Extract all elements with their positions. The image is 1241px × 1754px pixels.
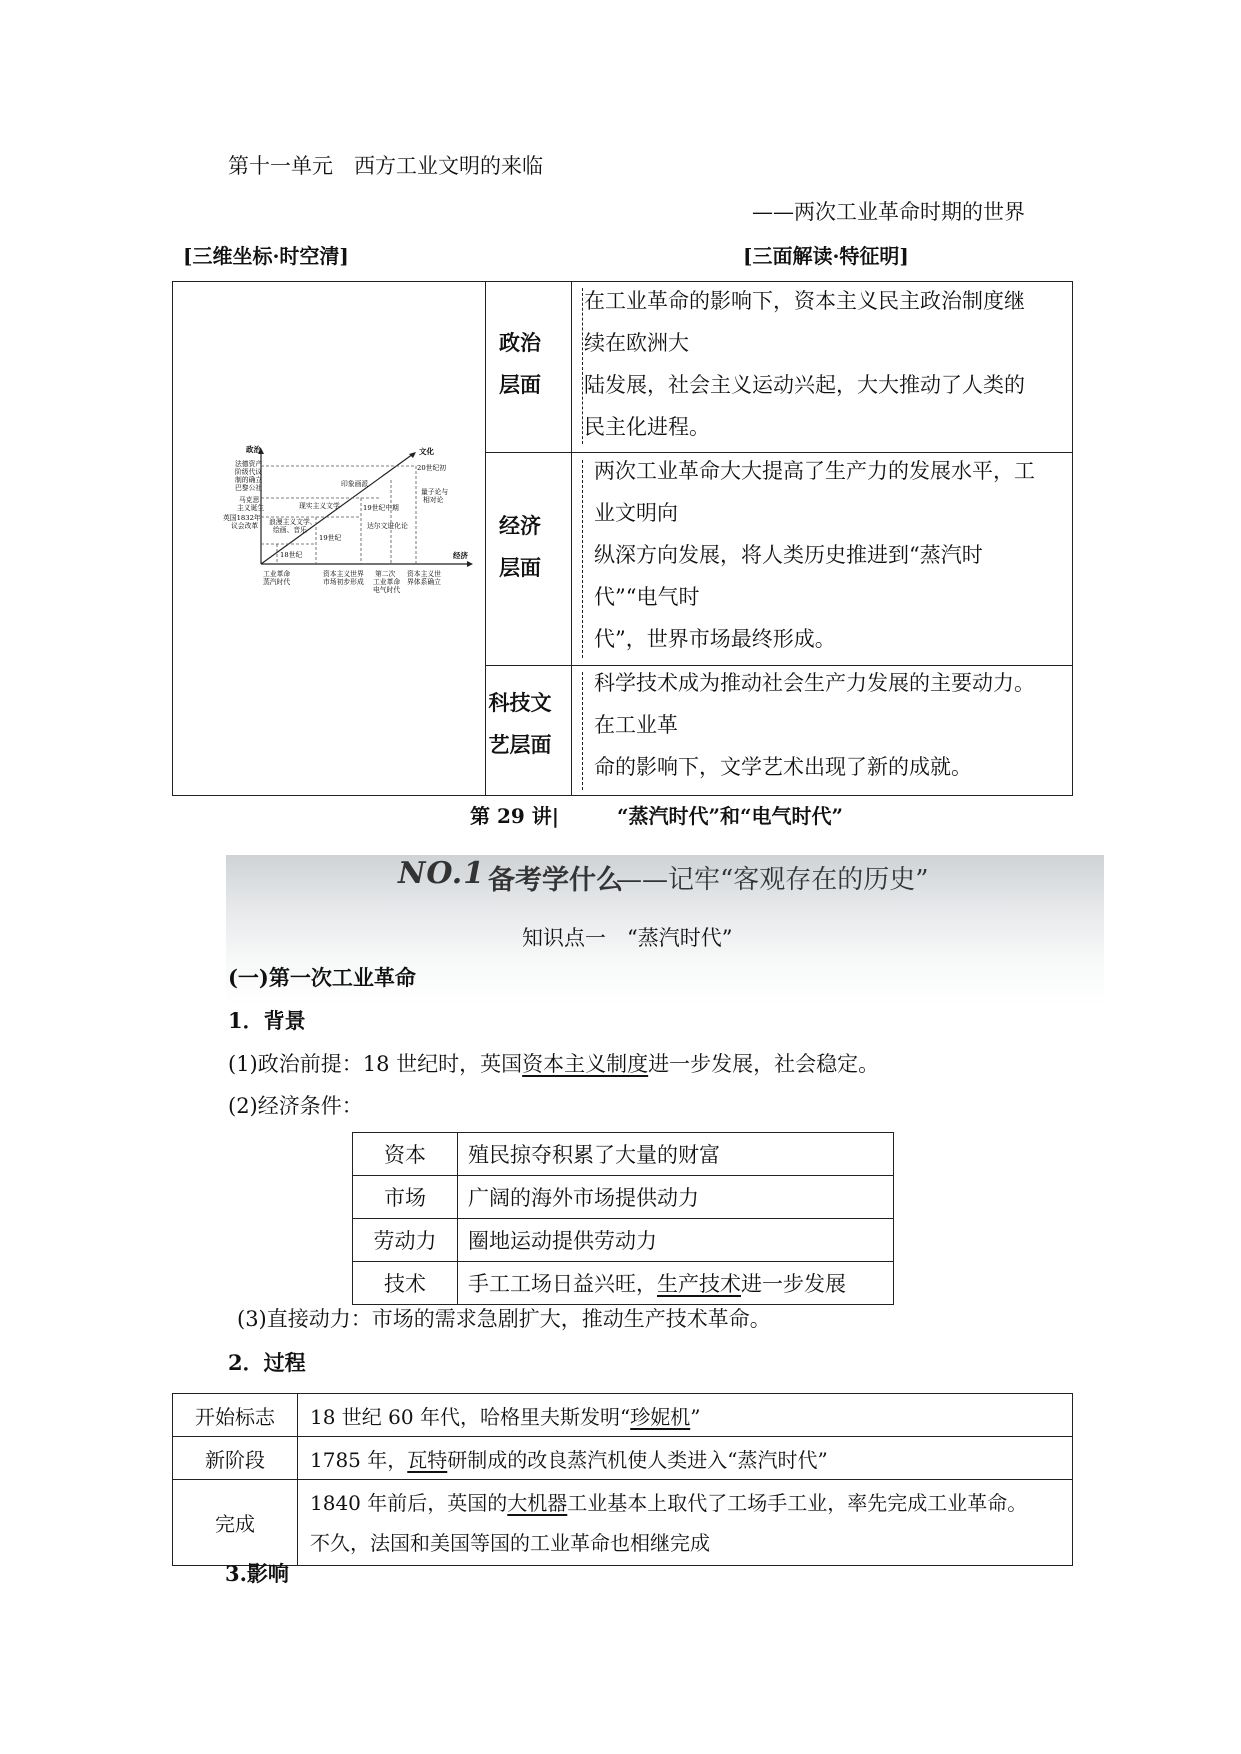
layer-text: 科学技术成为推动社会生产力发展的主要动力。: [594, 671, 1035, 695]
diagram-impressionism: 印象画派: [341, 480, 369, 488]
layer-text: 民主化进程。: [584, 415, 710, 439]
table-row: 技术 手工工场日益兴旺，生产技术进一步发展: [353, 1262, 894, 1305]
knowledge-point-title: 知识点一 “蒸汽时代”: [522, 926, 733, 950]
subsection-heading: 3.影响: [225, 1561, 289, 1586]
table-row: 新阶段 1785 年，瓦特研制成的改良蒸汽机使人类进入“蒸汽时代”: [173, 1437, 1073, 1480]
diagram-left-label: 巴黎公社: [235, 484, 263, 492]
lecture-number: 第 29 讲|: [470, 804, 560, 828]
diagram-realism: 现实主义文学: [299, 502, 340, 510]
lecture-title: “蒸汽时代”和“电气时代”: [617, 804, 844, 828]
layer-text: 纵深方向发展，将人类历史推进到“蒸汽时: [594, 543, 983, 567]
diagram-axis-x: 经济: [453, 551, 468, 560]
diagram-c19: 19世纪: [319, 534, 342, 542]
layer-text: 续在欧洲大: [584, 331, 689, 355]
diagram-quantum: 量子论与: [421, 488, 449, 496]
table-row: 资本 殖民掠夺积累了大量的财富: [353, 1133, 894, 1176]
diagram-quantum: 相对论: [423, 496, 444, 504]
diagram-bottom-label: 工业革命: [263, 570, 291, 578]
diagram-c19mid: 19世纪中期: [363, 504, 399, 512]
diagram-left-label: 制的确立: [235, 476, 263, 484]
diagram-bottom-label: 资本主义世界: [323, 570, 364, 578]
layer-category: 科技文: [488, 690, 552, 715]
layer-text: 命的影响下，文学艺术出现了新的成就。: [594, 755, 972, 779]
diagram-romanticism: 浪漫主义文学、: [269, 518, 317, 526]
banner-number: NO.1: [398, 856, 486, 891]
layer-text: 业文明向: [594, 501, 678, 525]
diagram-axis-y: 政治: [246, 445, 261, 454]
subsection-heading: 1．背景: [228, 1008, 306, 1033]
diagram-culture: 文化: [419, 447, 434, 456]
diagram-left-label: 法德资产: [235, 460, 263, 468]
background-direct-motive: (3)直接动力：市场的需求急剧扩大，推动生产技术革命。: [237, 1307, 771, 1331]
diagram-bottom-label: 蒸汽时代: [263, 578, 291, 586]
unit-subtitle: ——两次工业革命时期的世界: [752, 200, 1025, 224]
banner-subtitle: ——记牢“客观存在的历史”: [616, 865, 929, 895]
section-label-left: [三维坐标·时空清]: [183, 244, 349, 268]
layer-text: 两次工业革命大大提高了生产力的发展水平，工: [594, 459, 1035, 483]
diagram-c20: 20世纪初: [417, 464, 447, 472]
layer-text: 在工业革命的影响下，资本主义民主政治制度继: [584, 289, 1025, 313]
banner-main-title: 备考学什么: [488, 865, 623, 896]
diagram-c18: 18世纪: [280, 551, 303, 559]
diagram-bottom-label: 电气时代: [373, 586, 401, 594]
diagram-bottom-label: 界体系确立: [407, 578, 441, 586]
diagram-left-label: 马克思: [239, 496, 260, 504]
diagram-left-label: 阶级代议: [235, 468, 263, 476]
section-label-right: [三面解读·特征明]: [743, 244, 909, 268]
background-economic-heading: (2)经济条件：: [228, 1094, 363, 1118]
diagram-bottom-label: 第二次: [375, 570, 396, 578]
process-table: [172, 1393, 1073, 1566]
diagram-bottom-label: 市场初步形成: [323, 578, 364, 586]
economic-conditions-table: [352, 1132, 894, 1305]
unit-title: 第十一单元 西方工业文明的来临: [228, 154, 543, 178]
layer-text: 代”“电气时: [594, 585, 700, 609]
layer-category: 层面: [499, 372, 541, 397]
diagram-left-label: 主义诞生: [237, 504, 265, 512]
diagram-darwin: 达尔文进化论: [367, 522, 408, 530]
subsection-heading: 2．过程: [228, 1350, 306, 1375]
layer-category: 经济: [499, 513, 541, 538]
three-layer-table: [172, 281, 1073, 796]
background-political: (1)政治前提：18 世纪时，英国资本主义制度进一步发展，社会稳定。: [228, 1052, 880, 1076]
diagram-romanticism: 绘画、音乐: [273, 526, 307, 534]
table-row: 市场 广阔的海外市场提供动力: [353, 1176, 894, 1219]
diagram-bottom-label: 资本主义世: [407, 570, 441, 578]
table-row: 劳动力 圈地运动提供劳动力: [353, 1219, 894, 1262]
layer-category: 政治: [499, 330, 541, 355]
layer-text: 陆发展，社会主义运动兴起，大大推动了人类的: [584, 373, 1025, 397]
layer-category: 艺层面: [488, 732, 552, 757]
table-row: 开始标志 18 世纪 60 年代，哈格里夫斯发明“珍妮机”: [173, 1394, 1073, 1437]
diagram-left-label: 英国1832年: [223, 514, 261, 522]
section-heading: (一)第一次工业革命: [228, 965, 416, 990]
diagram-bottom-label: 工业革命: [373, 578, 401, 586]
layer-category: 层面: [499, 555, 541, 580]
diagram-left-label: 议会改革: [231, 522, 259, 530]
table-row: 完成 1840 年前后，英国的大机器工业基本上取代了工场手工业，率先完成工业革命。 不久，法国和美国等国的工业革命也相继完成: [173, 1480, 1073, 1566]
layer-text: 在工业革: [594, 713, 678, 737]
timeline-diagram: [191, 442, 481, 602]
layer-text: 代”，世界市场最终形成。: [594, 627, 836, 651]
